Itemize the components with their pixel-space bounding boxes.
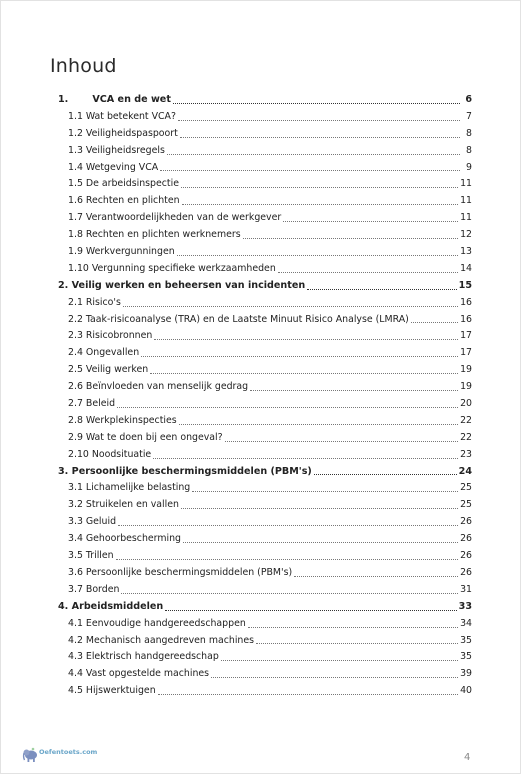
toc-entry-page: 13 (460, 246, 472, 258)
dot-leader (150, 373, 458, 374)
toc-section-entry[interactable] (58, 635, 472, 652)
dot-leader (160, 170, 460, 171)
toc-section-entry[interactable] (58, 550, 472, 567)
toc-entry-label: 3.6 Persoonlijke beschermingsmiddelen (PBM's) (68, 566, 293, 578)
dot-leader (250, 390, 458, 391)
table-of-contents (58, 94, 472, 702)
dot-leader (118, 525, 458, 526)
dot-leader (165, 610, 456, 611)
page-number: 4 (464, 752, 471, 763)
dot-leader (181, 508, 458, 509)
toc-entry-label: 3.2 Struikelen en vallen (68, 499, 179, 511)
dot-leader (141, 356, 458, 357)
dot-leader (248, 627, 458, 628)
toc-section-entry[interactable] (58, 145, 472, 162)
toc-entry-page: 12 (460, 229, 472, 241)
toc-section-entry[interactable] (58, 347, 472, 364)
toc-entry-page: 20 (460, 398, 472, 410)
toc-entry-label: 2.5 Veilig werken (68, 364, 149, 376)
toc-section-entry[interactable] (58, 415, 472, 432)
toc-entry-label: 4.5 Hijswerktuigen (68, 685, 156, 697)
logo-text: Oefentoets.com (39, 748, 98, 756)
dot-leader (167, 154, 460, 155)
toc-section-entry[interactable] (58, 111, 472, 128)
dot-leader (153, 458, 458, 459)
toc-entry-page: 33 (458, 600, 472, 612)
dot-leader (307, 289, 456, 290)
dot-leader (123, 306, 458, 307)
page-title: Inhoud (50, 55, 117, 77)
toc-entry-page: 16 (460, 313, 472, 325)
toc-section-entry[interactable] (58, 398, 472, 415)
toc-chapter-entry[interactable] (58, 94, 472, 111)
toc-entry-label: 2.4 Ongevallen (68, 347, 140, 359)
toc-entry-label: 4. Arbeidsmiddelen (58, 600, 164, 612)
toc-entry-label: 4.1 Eenvoudige handgereedschappen (68, 617, 246, 629)
toc-entry-page: 11 (460, 195, 472, 207)
toc-entry-page: 9 (466, 161, 472, 173)
toc-entry-label: 2. Veilig werken en beheersen van incidenten (58, 279, 306, 291)
toc-entry-label: 1.6 Rechten en plichten (68, 195, 180, 207)
footer-logo (22, 746, 97, 762)
toc-section-entry[interactable] (58, 246, 472, 263)
toc-entry-page: 15 (458, 279, 472, 291)
toc-section-entry[interactable] (58, 618, 472, 635)
toc-section-entry[interactable] (58, 449, 472, 466)
toc-entry-label: 4.2 Mechanisch aangedreven machines (68, 634, 255, 646)
toc-entry-page: 6 (465, 94, 472, 105)
toc-section-entry[interactable] (58, 330, 472, 347)
toc-section-entry[interactable] (58, 668, 472, 685)
toc-entry-page: 23 (460, 448, 472, 460)
dot-leader (278, 272, 458, 273)
dot-leader (243, 238, 458, 239)
dot-leader (154, 339, 458, 340)
toc-section-entry[interactable] (58, 499, 472, 516)
toc-section-entry[interactable] (58, 432, 472, 449)
toc-entry-label: 3.1 Lichamelijke belasting (68, 482, 191, 494)
toc-section-entry[interactable] (58, 297, 472, 314)
toc-entry-label: 2.9 Wat te doen bij een ongeval? (68, 431, 223, 443)
toc-section-entry[interactable] (58, 212, 472, 229)
toc-entry-label: 2.10 Noodsituatie (68, 448, 152, 460)
toc-entry-page: 22 (460, 431, 472, 443)
toc-entry-label: 2.3 Risicobronnen (68, 330, 153, 342)
toc-section-entry[interactable] (58, 128, 472, 145)
toc-entry-number: 1. (58, 94, 69, 105)
toc-entry-page: 11 (460, 178, 472, 190)
toc-chapter-entry[interactable] (58, 280, 472, 297)
toc-entry-page: 34 (460, 617, 472, 629)
toc-entry-label: 2.1 Risico's (68, 296, 121, 308)
dot-leader (183, 542, 458, 543)
toc-entry-page: 17 (460, 347, 472, 359)
toc-entry-page: 16 (460, 296, 472, 308)
toc-section-entry[interactable] (58, 651, 472, 668)
toc-section-entry[interactable] (58, 229, 472, 246)
toc-chapter-entry[interactable] (58, 466, 472, 483)
toc-entry-label: VCA en de wet (92, 94, 171, 105)
toc-entry-page: 17 (460, 330, 472, 342)
toc-entry-page: 26 (460, 566, 472, 578)
toc-entry-label: 4.4 Vast opgestelde machines (68, 668, 210, 680)
toc-entry-page: 39 (460, 668, 472, 680)
toc-entry-label: 2.8 Werkplekinspecties (68, 414, 177, 426)
toc-entry-label: 4.3 Elektrisch handgereedschap (68, 651, 219, 663)
toc-entry-page: 26 (460, 516, 472, 528)
toc-entry-page: 31 (460, 583, 472, 595)
dot-leader (256, 643, 458, 644)
toc-entry-label: 3.7 Borden (68, 583, 120, 595)
toc-entry-page: 25 (460, 499, 472, 511)
toc-entry-label: 2.2 Taak-risicoanalyse (TRA) en de Laatste Minuut Risico Analyse (LMRA) (68, 313, 409, 325)
toc-entry-label: 1.4 Wetgeving VCA (68, 161, 159, 173)
toc-section-entry[interactable] (58, 533, 472, 550)
dot-leader (294, 576, 458, 577)
toc-section-entry[interactable] (58, 516, 472, 533)
toc-entry-label: 1.2 Veiligheidspaspoort (68, 127, 178, 139)
dot-leader (117, 407, 458, 408)
toc-entry-label: 1.3 Veiligheidsregels (68, 144, 165, 156)
toc-entry-page: 22 (460, 414, 472, 426)
toc-entry-label: 3.5 Trillen (68, 550, 114, 562)
toc-section-entry[interactable] (58, 364, 472, 381)
dot-leader (225, 441, 458, 442)
toc-entry-page: 26 (460, 550, 472, 562)
toc-entry-page: 14 (460, 262, 472, 274)
toc-section-entry[interactable] (58, 482, 472, 499)
toc-section-entry[interactable] (58, 263, 472, 280)
dot-leader (211, 677, 458, 678)
toc-entry-page: 24 (458, 465, 472, 477)
toc-entry-label: 1.1 Wat betekent VCA? (68, 110, 176, 122)
toc-section-entry[interactable] (58, 584, 472, 601)
toc-entry-label: 1.5 De arbeidsinspectie (68, 178, 179, 190)
dot-leader (181, 187, 458, 188)
toc-section-entry[interactable] (58, 567, 472, 584)
toc-entry-page: 11 (460, 212, 472, 224)
toc-section-entry[interactable] (58, 314, 472, 331)
toc-entry-label: 2.7 Beleid (68, 398, 116, 410)
dot-leader (411, 322, 458, 323)
toc-section-entry[interactable] (58, 381, 472, 398)
toc-entry-page: 7 (466, 110, 472, 122)
toc-entry-page: 19 (460, 364, 472, 376)
toc-section-entry[interactable] (58, 685, 472, 702)
toc-entry-label: 2.6 Beïnvloeden van menselijk gedrag (68, 381, 249, 393)
dot-leader (158, 694, 458, 695)
toc-entry-label: 1.9 Werkvergunningen (68, 246, 175, 258)
dot-leader (177, 255, 458, 256)
toc-entry-label: 3. Persoonlijke beschermingsmiddelen (PBM's) (58, 465, 312, 477)
toc-entry-label: 3.3 Geluid (68, 516, 117, 528)
elephant-logo-icon (22, 746, 38, 762)
dot-leader (179, 424, 458, 425)
toc-entry-page: 8 (466, 144, 472, 156)
toc-entry-label: 1.10 Vergunning specifieke werkzaamheden (68, 262, 276, 274)
toc-entry-page: 40 (460, 685, 472, 697)
toc-entry-page: 35 (460, 651, 472, 663)
dot-leader (178, 120, 460, 121)
dot-leader (192, 491, 458, 492)
dot-leader (182, 204, 459, 205)
dot-leader (173, 103, 460, 104)
toc-entry-page: 35 (460, 634, 472, 646)
toc-entry-label: 1.7 Verantwoordelijkheden van de werkgever (68, 212, 282, 224)
dot-leader (121, 593, 458, 594)
toc-chapter-entry[interactable] (58, 601, 472, 618)
toc-entry-label: 3.4 Gehoorbescherming (68, 533, 181, 545)
dot-leader (283, 221, 458, 222)
dot-leader (314, 474, 457, 475)
toc-section-entry[interactable] (58, 178, 472, 195)
toc-entry-page: 19 (460, 381, 472, 393)
dot-leader (221, 660, 458, 661)
toc-entry-label: 1.8 Rechten en plichten werknemers (68, 229, 241, 241)
dot-leader (116, 559, 458, 560)
dot-leader (180, 137, 460, 138)
toc-entry-page: 26 (460, 533, 472, 545)
toc-section-entry[interactable] (58, 195, 472, 212)
toc-entry-page: 25 (460, 482, 472, 494)
toc-entry-page: 8 (466, 127, 472, 139)
toc-section-entry[interactable] (58, 162, 472, 179)
